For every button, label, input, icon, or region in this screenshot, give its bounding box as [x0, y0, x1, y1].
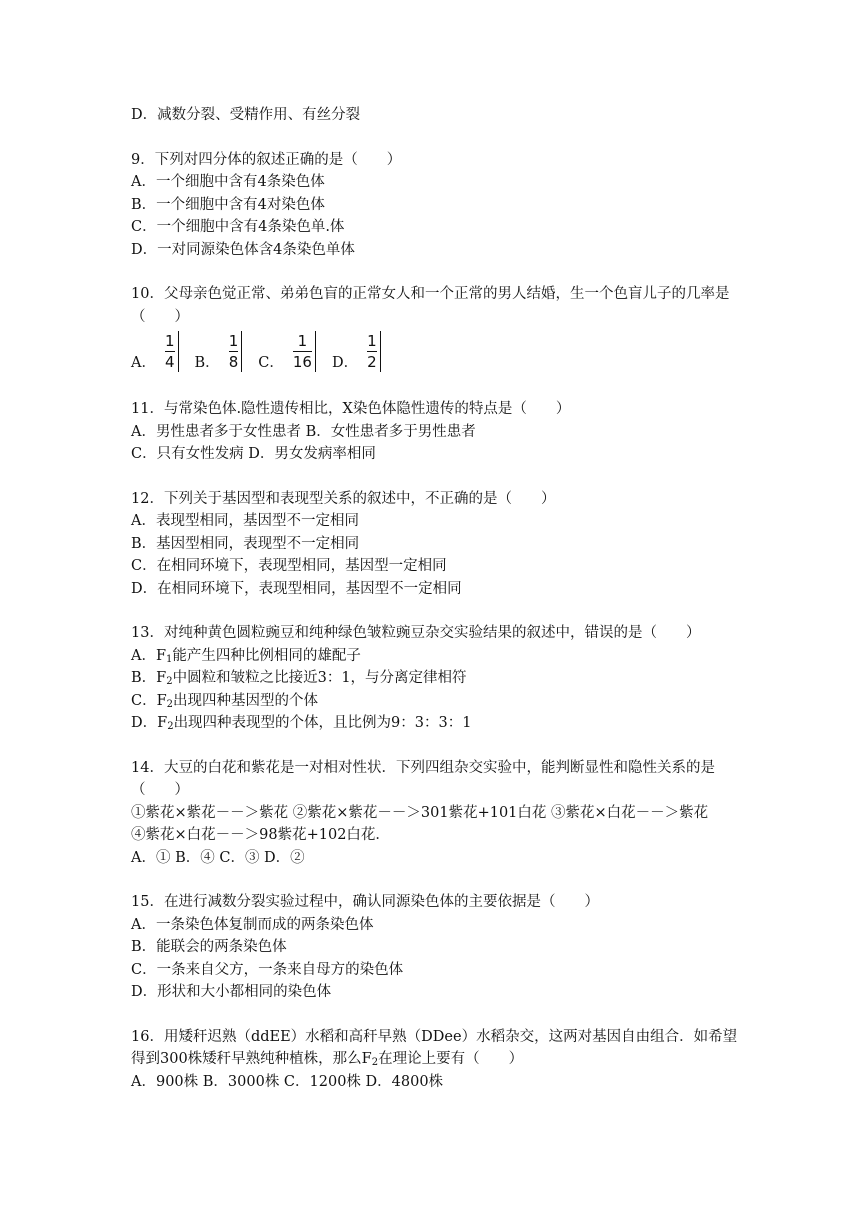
subscript: 2 [167, 721, 174, 732]
option-label: D． [331, 355, 359, 371]
question-stem: 10．父母亲色觉正常、弟弟色盲的正常女人和一个正常的男人结婚，生一个色盲儿子的几率是（ ） [131, 286, 730, 325]
option-label: C． [258, 355, 284, 371]
question-stem: 13．对纯种黄色圆粒豌豆和纯种绿色皱粒豌豆杂交实验结果的叙述中，错误的是（ ） [131, 625, 701, 641]
stem-text-end: 在理论上要有（ ） [378, 1051, 524, 1067]
option-b [131, 667, 741, 690]
option-d: D．减数分裂、受精作用、有丝分裂 [131, 107, 361, 123]
option-a: A．一条染色体复制而成的两条染色体 [131, 916, 374, 933]
option-c: C．一个细胞中含有4条染色单.体 [131, 219, 345, 235]
question-9 [131, 149, 741, 262]
question-stem: 11．与常染色体.隐性遗传相比，X染色体隐性遗传的特点是（ ） [131, 401, 571, 417]
option-label: B． [194, 355, 220, 371]
subscript: 2 [166, 698, 174, 710]
question-stem: 14．大豆的白花和紫花是一对相对性状．下列四组杂交实验中，能判断显性和隐性关系的是（ ） [131, 759, 715, 798]
question-14 [131, 757, 741, 870]
question-10 [131, 283, 741, 376]
question-15 [131, 891, 741, 1004]
option-d: D．在相同环境下，表现型相同，基因型不一定相同 [131, 580, 462, 597]
options-ab: A．男性患者多于女性患者 B．女性患者多于男性患者 [131, 423, 476, 440]
option-prefix: A．F [131, 647, 167, 664]
fraction [290, 331, 316, 372]
option-text: 出现四种基因型的个体 [173, 692, 319, 709]
option-a: A．表现型相同，基因型不一定相同 [131, 513, 359, 529]
option-b: B．一个细胞中含有4对染色体 [131, 196, 325, 213]
denominator: 4 [164, 353, 175, 371]
option-a [131, 331, 189, 374]
question-13 [131, 622, 741, 735]
fraction-options [131, 328, 741, 376]
question-11 [131, 398, 741, 466]
option-c [258, 331, 326, 374]
question-12 [131, 488, 741, 601]
denominator: 16 [292, 353, 312, 371]
option-c: C．一条来自父方，一条来自母方的染色体 [131, 961, 404, 978]
question-16 [131, 1026, 741, 1094]
question-stem: 12．下列关于基因型和表现型关系的叙述中，不正确的是（ ） [131, 490, 556, 507]
option-prefix: B．F [131, 670, 167, 686]
option-label: A． [131, 355, 156, 371]
cross-list-2: ④紫花×白花－－＞98紫花+102白花． [131, 827, 390, 843]
option-c: C．在相同环境下，表现型相同，基因型一定相同 [131, 558, 447, 574]
option-a: A．一个细胞中含有4条染色体 [131, 174, 325, 190]
options-cd: C．只有女性发病 D．男女发病率相同 [131, 446, 376, 462]
option-text: 出现四种表现型的个体，且比例为9：3：3：1 [173, 715, 472, 731]
subscript: 1 [166, 653, 173, 665]
stem-text: 16．用矮秆迟熟（ddEE）水稻和高秆早熟（DDee）水稻杂交，这两对基因自由组合．如希望得到300株矮秆早熟纯种植株，那么F [131, 1028, 738, 1067]
answer-options: A．900株 B．3000株 C．1200株 D．4800株 [131, 1073, 444, 1090]
fraction [226, 331, 243, 372]
question-list [131, 104, 741, 1093]
question-stem: 9．下列对四分体的叙述正确的是（ ） [131, 151, 402, 168]
option-prefix: D．F [131, 715, 168, 731]
numerator: 1 [367, 332, 377, 350]
fraction [364, 331, 381, 372]
option-a [131, 645, 741, 668]
numerator: 1 [228, 332, 239, 350]
option-d [332, 331, 391, 374]
option-text: 能产生四种比例相同的雄配子 [172, 647, 361, 664]
option-b [195, 331, 253, 374]
question-stem [131, 1026, 741, 1071]
denominator: 2 [367, 353, 377, 371]
question-stem: 15．在进行减数分裂实验过程中，确认同源染色体的主要依据是（ ） [131, 894, 599, 910]
denominator: 8 [228, 353, 239, 371]
subscript: 2 [166, 676, 173, 687]
option-d: D．形状和大小都相同的染色体 [131, 984, 332, 1000]
numerator: 1 [297, 332, 308, 350]
question-8-tail [131, 104, 741, 127]
option-c [131, 690, 741, 713]
subscript: 2 [371, 1057, 379, 1068]
answer-options: A．① B．④ C．③ D．② [131, 849, 305, 866]
option-prefix: C．F [131, 692, 167, 709]
option-b: B．基因型相同，表现型不一定相同 [131, 535, 360, 552]
fraction [162, 331, 179, 372]
numerator: 1 [164, 332, 175, 350]
cross-list-1: ①紫花×紫花－－＞紫花 ②紫花×紫花－－＞301紫花+101白花 ③紫花×白花－－＞紫花 [131, 804, 709, 821]
option-d: D．一对同源染色体含4条染色单体 [131, 241, 355, 258]
option-b: B．能联会的两条染色体 [131, 939, 287, 955]
option-text: 中圆粒和皱粒之比接近3：1，与分离定律相符 [172, 670, 467, 686]
option-d [131, 712, 741, 735]
